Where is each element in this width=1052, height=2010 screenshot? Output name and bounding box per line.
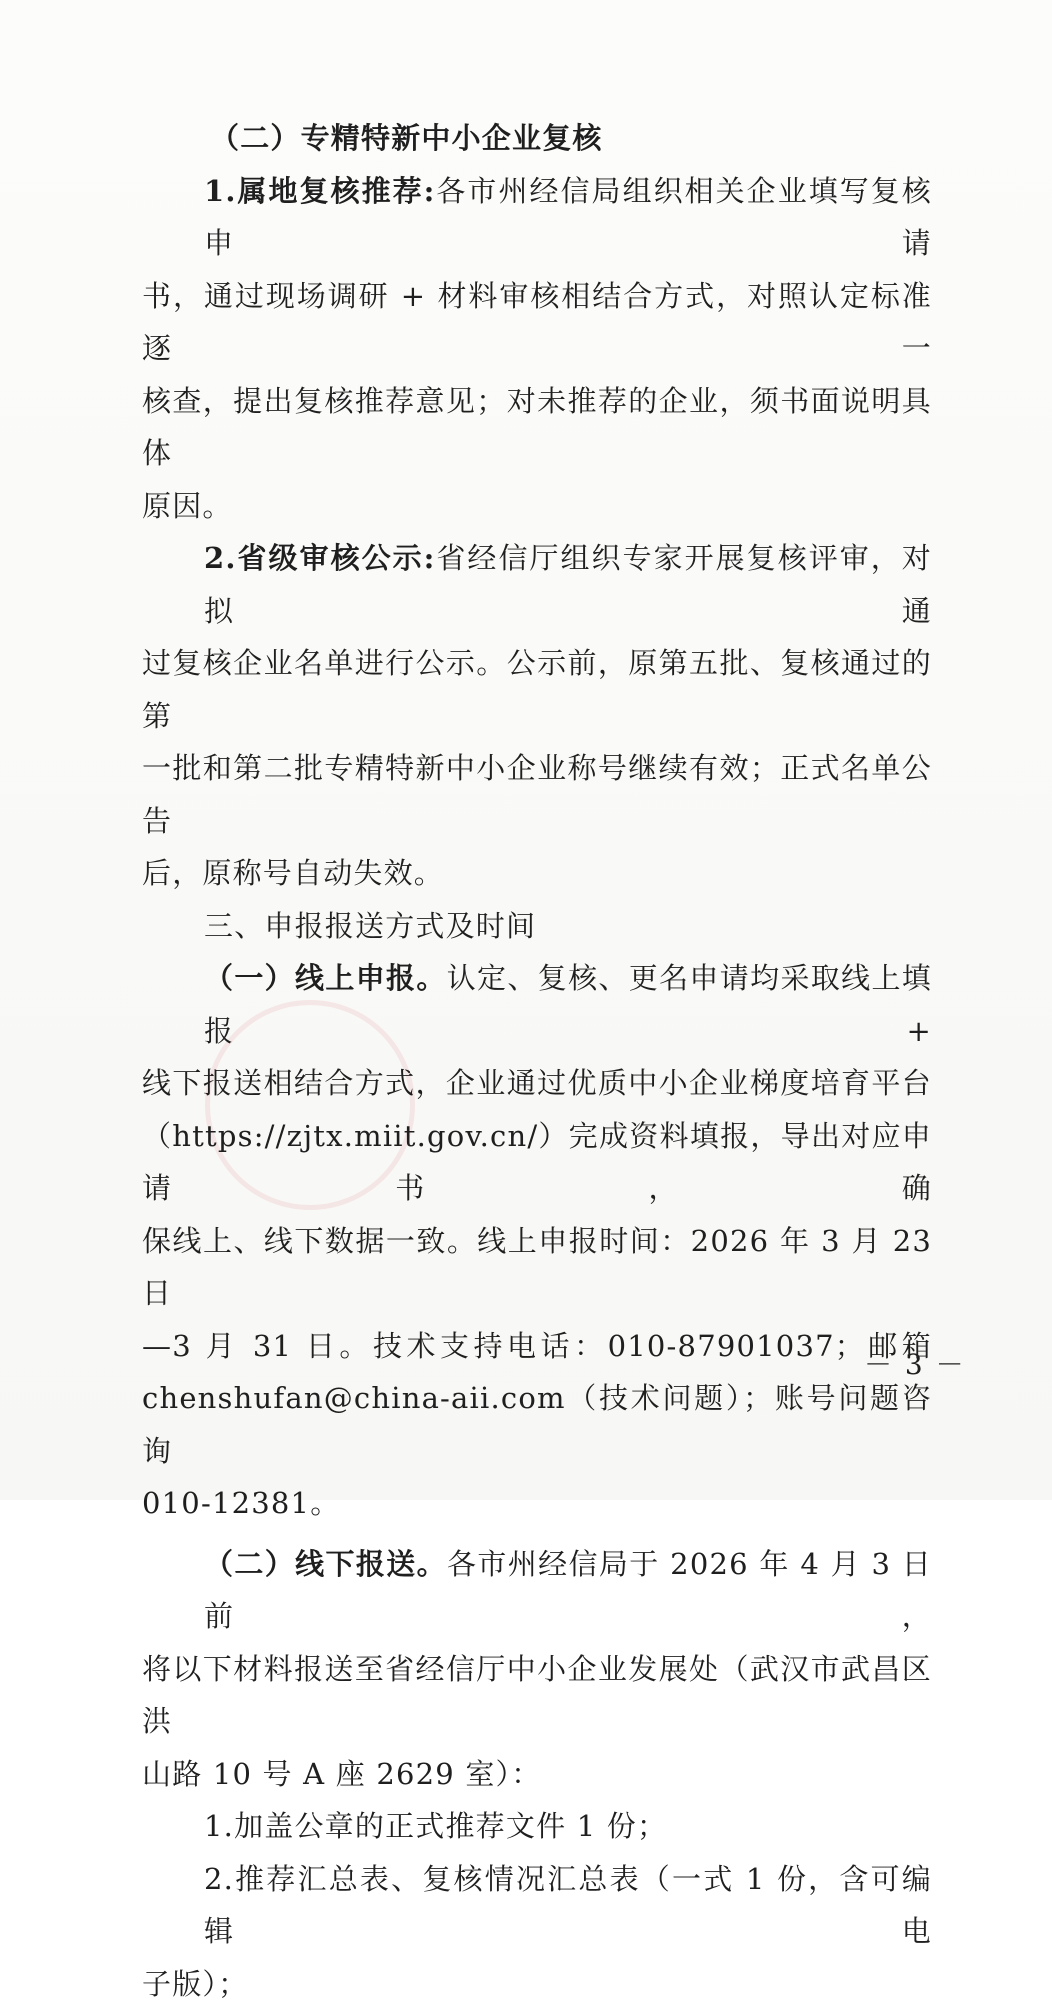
item-text: 各市州经信局组织相关企业填写复核申请 [204, 174, 932, 261]
paragraph-line: 线下报送相结合方式，企业通过优质中小企业梯度培育平台 [142, 1057, 932, 1110]
page-number: － 3 － [864, 1343, 966, 1383]
item-label: （二）线下报送。 [204, 1547, 447, 1581]
item-label: 2.省级审核公示: [204, 541, 436, 575]
material-item: 2.推荐汇总表、复核情况汇总表（一式 1 份，含可编辑电 [142, 1853, 932, 1958]
section-title-submission: 三、申报报送方式及时间 [142, 900, 932, 953]
paragraph-line: 将以下材料报送至省经信厅中小企业发展处（武汉市武昌区洪 [142, 1643, 932, 1748]
paragraph-line: 过复核企业名单进行公示。公示前，原第五批、复核通过的第 [142, 637, 932, 742]
paragraph-line: chenshufan@china-aii.com（技术问题）；账号问题咨询 [142, 1372, 932, 1477]
item-text: 省经信厅组织专家开展复核评审，对拟通 [204, 541, 932, 628]
document-body [142, 112, 932, 2010]
paragraph-line [142, 952, 932, 1057]
paragraph-line: （https://zjtx.miit.gov.cn/）完成资料填报，导出对应申请书，确 [142, 1110, 932, 1215]
item-label: （一）线上申报。 [204, 961, 447, 995]
paragraph-line: 山路 10 号 A 座 2629 室）： [142, 1748, 932, 1801]
paragraph-line: 后，原称号自动失效。 [142, 847, 932, 900]
paragraph-line: 书，通过现场调研 + 材料审核相结合方式，对照认定标准逐一 [142, 270, 932, 375]
item-text: 各市州经信局于 2026 年 4 月 3 日前， [204, 1547, 932, 1634]
item-label: 1.属地复核推荐: [204, 174, 436, 208]
paragraph-line [142, 1538, 932, 1643]
paragraph-line: 010-12381。 [142, 1477, 932, 1530]
paragraph-line [142, 165, 932, 270]
item-text: 认定、复核、更名申请均采取线上填报 + [204, 961, 932, 1048]
paragraph-line [142, 532, 932, 637]
paragraph-line: 原因。 [142, 480, 932, 533]
paragraph-line: 核查，提出复核推荐意见；对未推荐的企业，须书面说明具体 [142, 375, 932, 480]
paragraph-line: —3 月 31 日。技术支持电话：010-87901037；邮箱 [142, 1320, 932, 1373]
paragraph-line: 保线上、线下数据一致。线上申报时间：2026 年 3 月 23 日 [142, 1215, 932, 1320]
section-title-review: （二）专精特新中小企业复核 [142, 112, 932, 165]
material-item: 1.加盖公章的正式推荐文件 1 份； [142, 1800, 932, 1853]
paragraph-line: 一批和第二批专精特新中小企业称号继续有效；正式名单公告 [142, 742, 932, 847]
paragraph-line: 子版）； [142, 1958, 932, 2010]
